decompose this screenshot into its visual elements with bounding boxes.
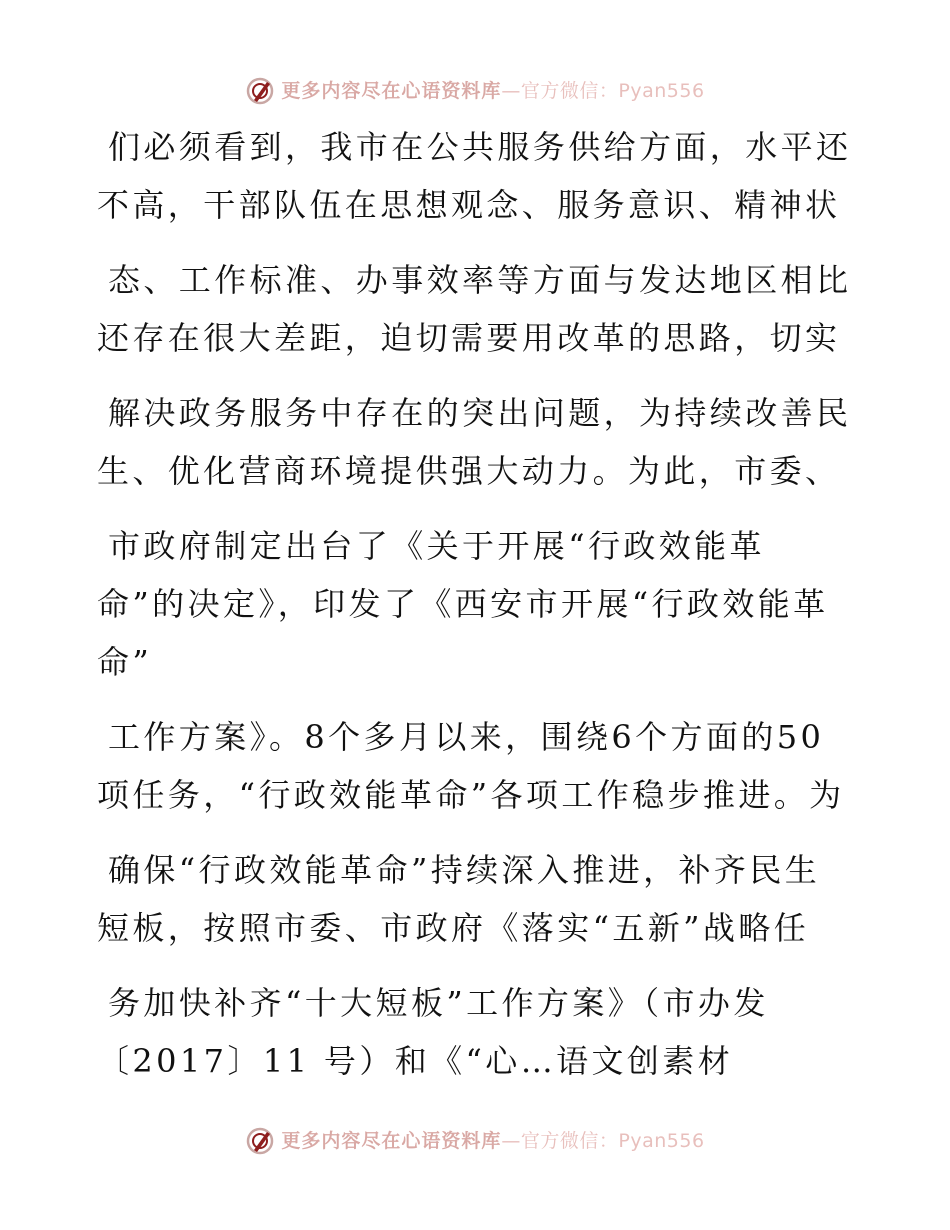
text-line-9: 命” xyxy=(97,643,153,681)
text-line-8: 命”的决定》，印发了《西安市开展“行政效能革 xyxy=(97,585,829,623)
text-line-15: 〔2017〕11 号）和《“心…语文创素材 xyxy=(97,1042,734,1080)
text-line-2: 不高，干部队伍在思想观念、服务意识、精神状 xyxy=(97,186,841,224)
watermark-footer xyxy=(0,1126,950,1156)
text-line-10: 工作方案》。8个多月以来，围绕6个方面的50 xyxy=(108,718,825,756)
pen-circle-logo-icon xyxy=(245,1126,275,1156)
text-line-5: 解决政务服务中存在的突出问题，为持续改善民 xyxy=(108,394,852,432)
text-line-6: 生、优化营商环境提供强大动力。为此，市委、 xyxy=(97,452,841,490)
text-line-3: 态、工作标准、办事效率等方面与发达地区相比 xyxy=(108,261,852,299)
text-line-11: 项任务，“行政效能革命”各项工作稳步推进。为 xyxy=(97,776,845,814)
text-line-12: 确保“行政效能革命”持续深入推进，补齐民生 xyxy=(108,851,821,889)
text-line-13: 短板，按照市委、市政府《落实“五新”战略任 xyxy=(97,909,810,947)
watermark-site-text: 更多内容尽在心语资料库 xyxy=(281,80,502,102)
watermark-contact-text: —官方微信：Pyan556 xyxy=(501,80,705,102)
text-line-1: 们必须看到，我市在公共服务供给方面，水平还 xyxy=(108,128,852,166)
text-line-4: 还存在很大差距，迫切需要用改革的思路，切实 xyxy=(97,319,841,357)
watermark-site-text: 更多内容尽在心语资料库 xyxy=(281,1130,502,1152)
text-line-7: 市政府制定出台了《关于开展“行政效能革 xyxy=(108,527,765,565)
text-line-14: 务加快补齐“十大短板”工作方案》（市办发 xyxy=(108,984,769,1022)
watermark-contact-text: —官方微信：Pyan556 xyxy=(501,1130,705,1152)
